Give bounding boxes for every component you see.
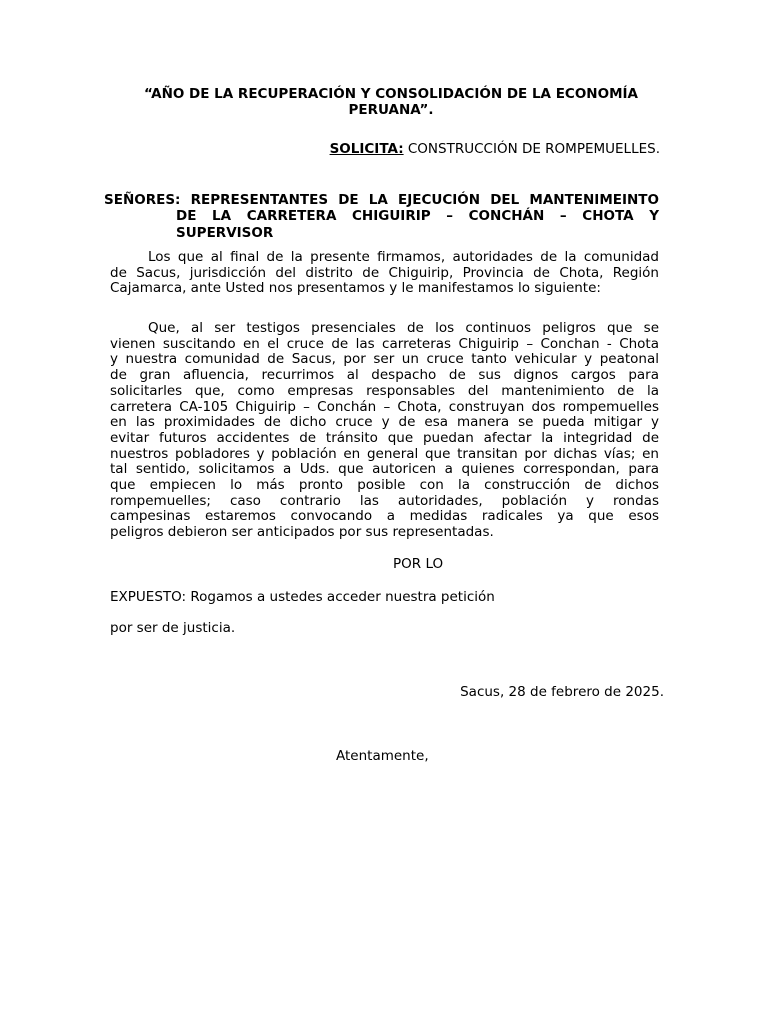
paragraph-line: que empiecen lo más pronto posible con la construcción de dichos bbox=[110, 478, 659, 494]
body-paragraph bbox=[110, 321, 659, 541]
solicita-line bbox=[108, 142, 660, 158]
closing-text: Atentamente, bbox=[336, 748, 429, 764]
solicita-text: CONSTRUCCIÓN DE ROMPEMUELLES. bbox=[403, 141, 660, 157]
paragraph-line: de gran afluencia, recurrimos al despacho de sus dignos cargos para bbox=[110, 368, 659, 384]
intro-paragraph bbox=[110, 250, 659, 297]
paragraph-line: tal sentido, solicitamos a Uds. que autoricen a quienes correspondan, para bbox=[110, 462, 659, 478]
paragraph-line: en las proximidades de dicho cruce y de esa manera se pueda mitigar y bbox=[110, 415, 659, 431]
addressee-line: SEÑORES: REPRESENTANTES DE LA EJECUCIÓN DEL MANTENIMEINTO bbox=[104, 192, 659, 208]
paragraph-line: de Sacus, jurisdicción del distrito de Chiguirip, Provincia de Chota, Región bbox=[110, 265, 659, 281]
paragraph-line: rompemuelles; caso contrario las autoridades, población y rondas bbox=[110, 493, 659, 509]
por-lo-text: POR LO bbox=[393, 556, 444, 572]
paragraph-line: nuestros pobladores y población en general que transitan por dichas vías; en bbox=[110, 446, 659, 462]
paragraph-line: y nuestra comunidad de Sacus, por ser un cruce tanto vehicular y peatonal bbox=[110, 352, 659, 368]
paragraph-line: vienen suscitando en el cruce de las carreteras Chiguirip – Conchan - Chota bbox=[110, 336, 659, 352]
year-title: “AÑO DE LA RECUPERACIÓN Y CONSOLIDACIÓN DE LA ECONOMÍA PERUANA”. bbox=[144, 86, 638, 118]
paragraph-line: peligros debieron ser anticipados por sus representadas. bbox=[110, 525, 494, 541]
paragraph-line: campesinas estaremos convocando a medidas radicales ya que esos bbox=[110, 509, 659, 525]
paragraph-line: solicitarles que, como empresas responsables del mantenimiento de la bbox=[110, 383, 659, 399]
addressee-line: DE LA CARRETERA CHIGUIRIP – CONCHÁN – CHOTA Y bbox=[176, 208, 659, 225]
addressee-line: SUPERVISOR bbox=[176, 224, 274, 241]
paragraph-line: Los que al final de la presente firmamos, autoridades de la comunidad bbox=[148, 250, 659, 265]
expuesto-text: EXPUESTO: Rogamos a ustedes acceder nuestra petición bbox=[110, 589, 495, 605]
date-line: Sacus, 28 de febrero de 2025. bbox=[460, 684, 664, 700]
paragraph-line: evitar futuros accidentes de tránsito que puedan afectar la integridad de bbox=[110, 430, 659, 446]
addressee-block bbox=[104, 192, 659, 241]
paragraph-line: Que, al ser testigos presenciales de los continuos peligros que se bbox=[148, 321, 659, 336]
solicita-label: SOLICITA: bbox=[329, 141, 404, 157]
paragraph-line: carretera CA-105 Chiguirip – Conchán – Chota, construyan dos rompemuelles bbox=[110, 399, 659, 415]
justicia-text: por ser de justicia. bbox=[110, 620, 236, 636]
paragraph-line: Cajamarca, ante Usted nos presentamos y le manifestamos lo siguiente: bbox=[110, 281, 601, 297]
